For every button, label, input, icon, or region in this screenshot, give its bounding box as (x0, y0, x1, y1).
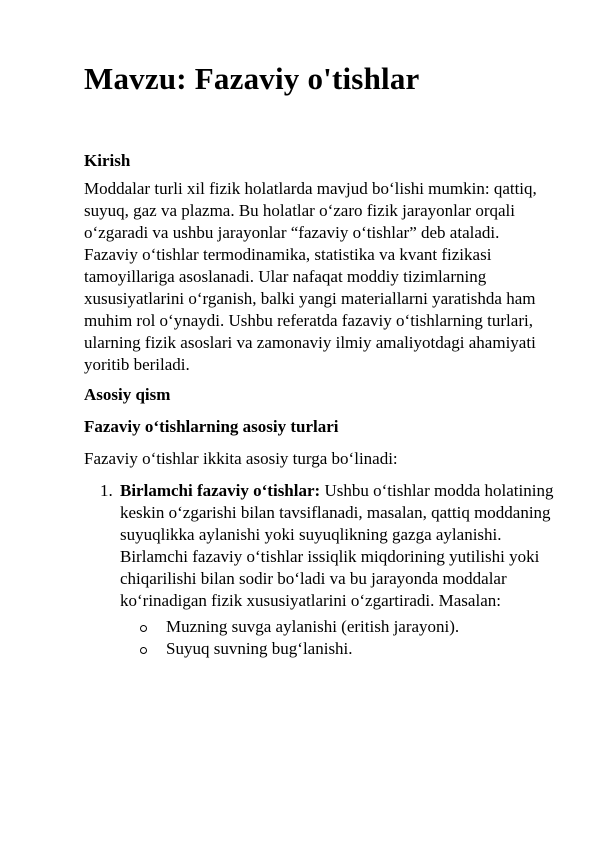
types-list (84, 480, 556, 660)
example-text: Muzning suvga aylanishi (eritish jarayoni). (166, 617, 460, 636)
list-item-first-order (84, 480, 556, 660)
document-page (84, 58, 556, 660)
hollow-bullet-icon (140, 625, 147, 632)
intro-paragraph: Moddalar turli xil fizik holatlarda mavjud bo‘lishi mumkin: qattiq, suyuq, gaz va plazma. Bu holatlar o‘zaro fizik jarayonlar orqali o‘zgaradi va ushbu jarayonlar “fazaviy o‘tishlar” deb ataladi. Fazaviy o‘tishlar termodinamika, statistika va kvant fizikasi tamoyillariga asoslanadi. Ular nafaqat moddiy tizimlarning xususiyatlarini o‘rganish, balki yangi materiallarni yaratishda ham muhim rol o‘ynaydi. Ushbu referatda fazaviy o‘tishlarning turlari, ularning fizik asoslari va zamonaviy ilmiy amaliyotdagi ahamiyati yoritib beriladi. (84, 179, 537, 374)
hollow-bullet-icon (140, 647, 147, 654)
title-prefix: Mavzu: (84, 61, 187, 96)
document-title (84, 58, 556, 100)
intro-heading: Kirish (84, 151, 131, 170)
types-subheading: Fazaviy o‘tishlarning asosiy turlari (84, 417, 339, 436)
list-item-number: 1. (100, 481, 113, 500)
example-item-evaporation (120, 638, 556, 660)
main-heading: Asosiy qism (84, 385, 171, 404)
examples-list (120, 616, 556, 660)
list-item-text: Ushbu o‘tishlar modda holatining keskin o‘zgarishi bilan tavsiflanadi, masalan, qattiq moddaning suyuqlikka aylanishi yoki suyuqlikning gazga aylanishi. Birlamchi fazaviy o‘tishlar issiqlik miqdorining yutilishi yoki chiqarilishi bilan sodir bo‘ladi va bu jarayonda moddalar ko‘rinadigan fizik xususiyatlarini o‘zgartiradi. Masalan: (120, 481, 554, 610)
types-lead-paragraph: Fazaviy o‘tishlar ikkita asosiy turga bo‘linadi: (84, 449, 398, 468)
list-item-title: Birlamchi fazaviy o‘tishlar: (120, 481, 321, 500)
title-topic: Fazaviy o'tishlar (194, 61, 420, 96)
example-text: Suyuq suvning bug‘lanishi. (166, 639, 353, 658)
example-item-melting (120, 616, 556, 638)
